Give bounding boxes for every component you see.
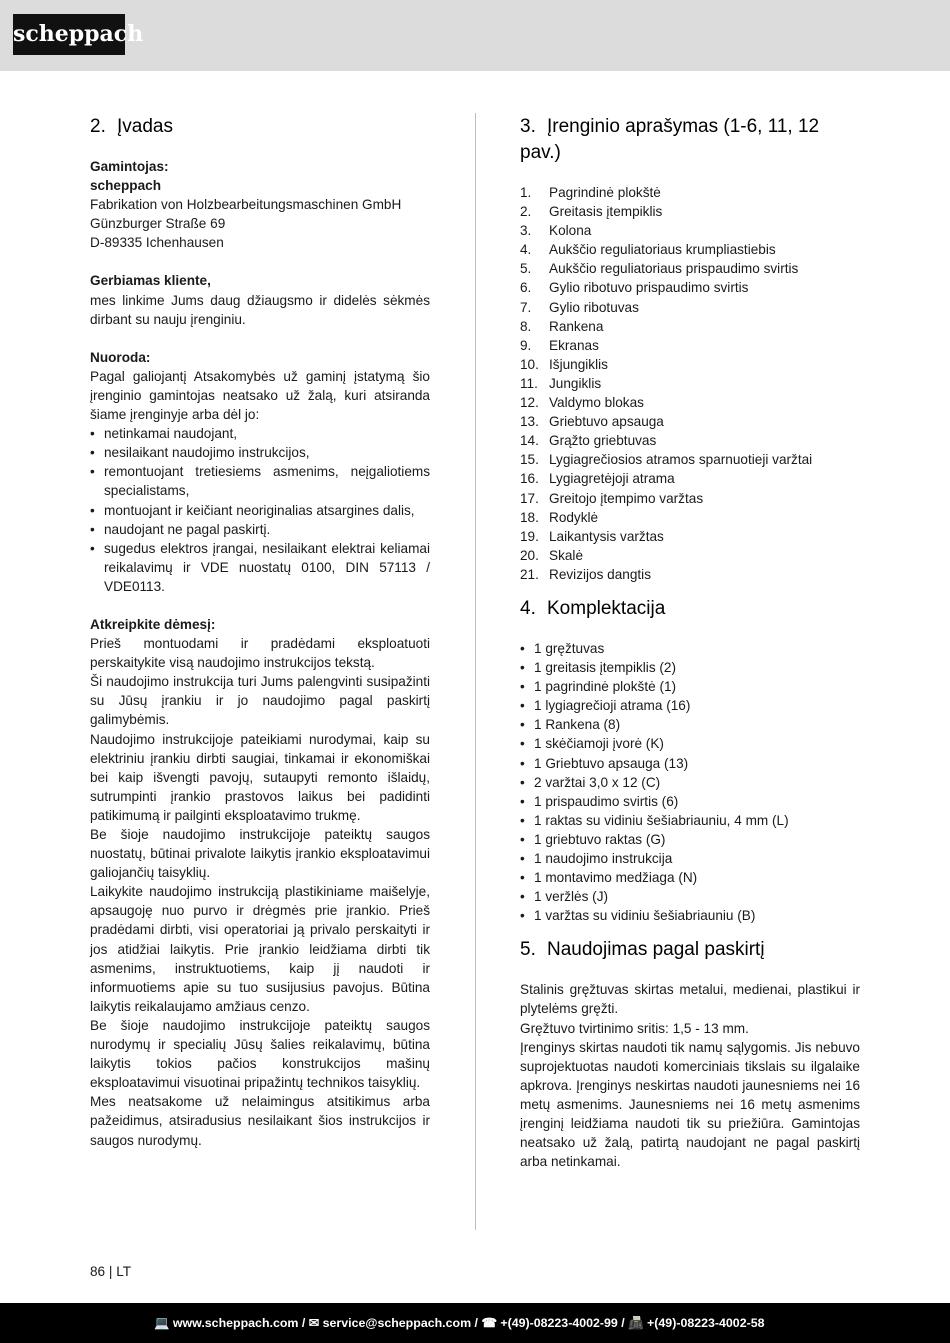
list-item: 16. Lygiagretėjoji atrama — [520, 471, 675, 487]
greeting-text: mes linkime Jums daug džiaugsmo ir didelės sėkmės dirbant su nauju įrenginiu. — [90, 292, 430, 327]
list-item: 3. Kolona — [520, 223, 592, 239]
list-item: 18. Rodyklė — [520, 509, 599, 525]
note-label: Nuoroda: — [90, 349, 151, 365]
list-item: • 1 griebtuvo raktas (G) — [520, 831, 666, 847]
list-item: • 1 raktas su vidiniu šešiabriauniu, 4 mm (L) — [520, 812, 789, 828]
list-item: • netinkamai naudojant, — [90, 426, 238, 442]
list-item: • 1 gręžtuvas — [520, 640, 605, 656]
address-line: D-89335 Ichenhausen — [90, 235, 224, 251]
list-item: 11. Jungiklis — [520, 375, 602, 391]
address-line: Fabrikation von Holzbearbeitungsmaschinen GmbH — [90, 197, 402, 213]
list-item: • 1 montavimo medžiaga (N) — [520, 870, 698, 886]
phone-icon: ☎ — [481, 1316, 497, 1330]
list-item: 21. Revizijos dangtis — [520, 566, 651, 582]
attention-paragraph: Prieš montuodami ir pradėdami eksploatuoti perskaitykite visą naudojimo instrukcijos tekstą. — [90, 636, 430, 671]
greeting-block — [90, 271, 430, 328]
list-item: 6. Gylio ribotuvo prispaudimo svirtis — [520, 280, 749, 296]
list-item: • montuojant ir keičiant neoriginalias atsargines dalis, — [90, 502, 415, 518]
address-line: Günzburger Straße 69 — [90, 216, 226, 232]
page-number: 86 | LT — [90, 1264, 132, 1279]
list-item: 9. Ekranas — [520, 337, 599, 353]
manufacturer-block — [90, 157, 430, 252]
manufacturer-label: Gamintojas: — [90, 159, 169, 174]
list-item: 10. Išjungiklis — [520, 356, 608, 372]
list-item: • 2 varžtai 3,0 x 12 (C) — [520, 774, 661, 790]
list-item: 14. Grąžto griebtuvas — [520, 433, 657, 449]
list-item: 20. Skalė — [520, 547, 584, 563]
right-column — [520, 114, 860, 1171]
usage-paragraph: Stalinis gręžtuvas skirtas metalui, medienai, plastikui ir plytelėms gręžti. — [520, 982, 860, 1017]
list-item: 4. Aukščio reguliatoriaus krumpliastiebis — [520, 242, 776, 258]
list-item: • 1 greitasis įtempiklis (2) — [520, 660, 677, 676]
greeting-label: Gerbiamas kliente, — [90, 273, 211, 289]
list-item: • sugedus elektros įrangai, nesilaikant elektrai keliamai reikalavimų ir VDE nuostatų 0100, DIN 57113 / VDE0113. — [90, 540, 430, 594]
list-item: 7. Gylio ribotuvas — [520, 299, 639, 315]
list-item: 15. Lygiagrečiosios atramos sparnuotieji varžtai — [520, 452, 813, 468]
list-item: 5. Aukščio reguliatoriaus prispaudimo svirtis — [520, 261, 799, 277]
list-item: • 1 Rankena (8) — [520, 717, 621, 733]
attention-block — [90, 615, 430, 1150]
parts-list — [520, 183, 860, 584]
attention-paragraph: Ši naudojimo instrukcija turi Jums palengvinti susipažinti su Jūsų įrankiu ir jo naudojimo pagal paskirtį galimybėmis. — [90, 674, 430, 728]
list-item: • 1 skėčiamoji įvorė (K) — [520, 736, 664, 752]
website-link[interactable]: www.scheppach.com — [172, 1316, 299, 1330]
list-item: 2. Greitasis įtempiklis — [520, 204, 663, 220]
attention-paragraph: Be šioje naudojimo instrukcijoje pateiktų saugos nurodymų ir specialių Jūsų šalies reikalavimų, būtina laikytis tokios pačios konstrukcijos mašinų eksploatavimui visuotinai pripažintų technikos taisyklių. — [90, 1017, 430, 1091]
fax-number: +(49)-08223-4002-58 — [647, 1316, 765, 1330]
list-item: • 1 veržlės (J) — [520, 889, 609, 905]
liability-list — [90, 424, 430, 596]
list-item: • 1 varžtas su vidiniu šešiabriauniu (B) — [520, 908, 756, 924]
page-footer: 💻 www.scheppach.com / ✉ service@scheppach.com / ☎ +(49)-08223-4002-99 / 📠 +(49)-08223-4002-58 — [0, 1303, 950, 1343]
list-item: • 1 prispaudimo svirtis (6) — [520, 793, 679, 809]
section-heading-device-description: 3. Įrenginio aprašymas (1-6, 11, 12 pav.) — [520, 116, 820, 163]
attention-paragraph: Be šioje naudojimo instrukcijoje pateiktų saugos nuostatų, būtinai privalote laikytis įrankio eksploatavimui galiojančių taisyklių. — [90, 827, 430, 881]
usage-paragraph: Gręžtuvo tvirtinimo sritis: 1,5 - 13 mm. — [520, 1020, 749, 1036]
list-item: 13. Griebtuvo apsauga — [520, 414, 664, 430]
list-item: • nesilaikant naudojimo instrukcijos, — [90, 445, 310, 461]
fax-icon: 📠 — [628, 1316, 644, 1330]
list-item: 19. Laikantysis varžtas — [520, 528, 664, 544]
page-header — [0, 0, 950, 71]
attention-label: Atkreipkite dėmesį: — [90, 616, 216, 632]
list-item: • remontuojant tretiesiems asmenims, neįgaliotiems specialistams, — [90, 464, 430, 499]
manufacturer-name: scheppach — [90, 178, 162, 194]
note-block — [90, 348, 430, 596]
usage-paragraph: Įrenginys skirtas naudoti tik namų sąlygomis. Jis nebuvo suprojektuotas naudoti komerciniais tikslais su ilgalaike apkrova. Įrenginys neskirtas naudoti jaunesniems nei 16 metų asmenims. Jaunesniems nei 16 metų asmenims įrenginį leidžiama naudoti tik su priežiūra. Gamintojas neatsako už žalą, patirtą naudojant ne pagal paskirtį arba netinkamai. — [520, 1039, 860, 1170]
list-item: 12. Valdymo blokas — [520, 395, 644, 411]
list-item: 1. Pagrindinė plokštė — [520, 185, 661, 200]
left-column — [90, 114, 430, 1150]
section-heading-intended-use: 5. Naudojimas pagal paskirtį — [520, 939, 765, 961]
list-item: • 1 naudojimo instrukcija — [520, 851, 673, 866]
attention-paragraph: Naudojimo instrukcijoje pateikiami nurodymai, kaip su elektriniu įrankiu dirbti saugiai, tinkamai ir ekonomiškai bei kaip išvengti pavojų, sutaupyti remonto išlaidų, sutrumpinti įrankio prastovos laikus bei padidinti patikimumą ir pailginti eksploatavimo trukmę. — [90, 731, 430, 823]
note-text: Pagal galiojantį Atsakomybės už gaminį įstatymą šio įrenginio gamintojas neatsako už žalą, kuri atsiranda šiame įrenginyje arba dėl jo: — [90, 368, 430, 423]
email-link[interactable]: service@scheppach.com — [322, 1316, 472, 1330]
section-heading-introduction: 2. Įvadas — [90, 116, 173, 137]
section-heading-kit: 4. Komplektacija — [520, 597, 666, 619]
kit-list — [520, 639, 860, 925]
list-item: • 1 Griebtuvo apsauga (13) — [520, 755, 689, 771]
list-item: 8. Rankena — [520, 318, 604, 334]
attention-paragraph: Mes neatsakome už nelaimingus atsitikimus arba pažeidimus, atsiradusius nesilaikant šios instrukcijos ir saugos nurodymų. — [90, 1094, 430, 1148]
phone-number: +(49)-08223-4002-99 — [500, 1316, 618, 1330]
list-item: 17. Greitojo įtempimo varžtas — [520, 490, 704, 506]
list-item: • 1 pagrindinė plokštė (1) — [520, 679, 677, 695]
mail-icon: ✉ — [308, 1316, 320, 1330]
scheppach-logo: scheppach — [13, 14, 125, 55]
computer-icon: 💻 — [154, 1316, 170, 1330]
column-divider — [475, 113, 476, 1230]
attention-paragraph: Laikykite naudojimo instrukciją plastikiniame maišelyje, apsaugoję nuo purvo ir drėgmės prie įrankio. Prieš pradėdami dirbti, visi operatoriai ją privalo perskaityti ir jos atidžiai laikytis. Prie įrankio leidžiama dirbti tik asmenims, instruktuotiems, kaip jį naudoti ir informuotiems apie su tuo susijusius pavojus. Būtina laikytis reikalaujamo amžiaus cenzo. — [90, 884, 430, 1014]
list-item: • 1 lygiagrečioji atrama (16) — [520, 698, 691, 714]
list-item: • naudojant ne pagal paskirtį. — [90, 521, 271, 537]
